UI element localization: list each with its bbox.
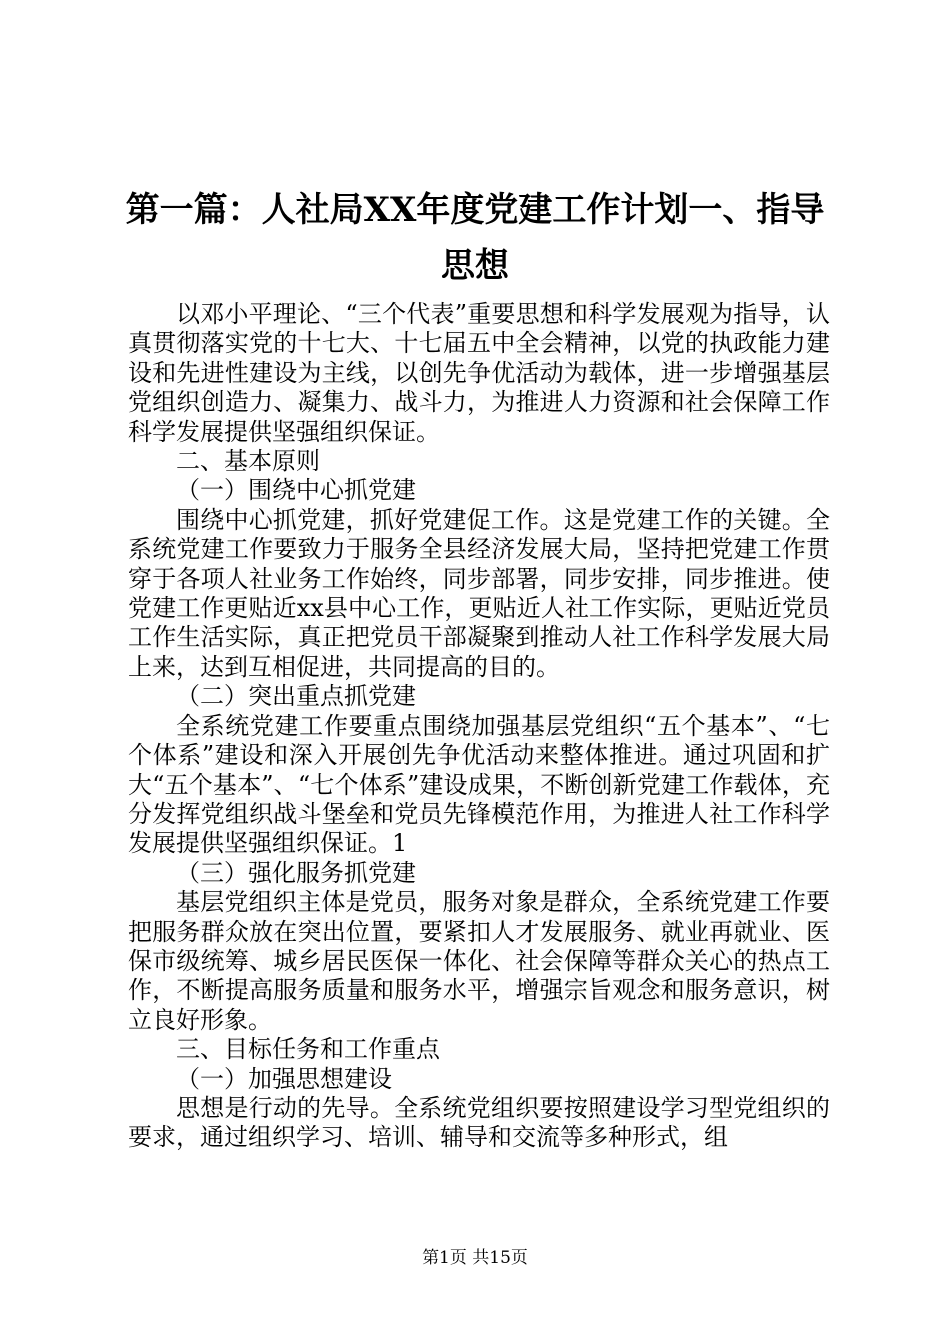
document-title: 第一篇：人社局XX年度党建工作计划一、指导思想 bbox=[125, 190, 825, 286]
paragraph-service-party-building: 基层党组织主体是党员，服务对象是群众，全系统党建工作要把服务群众放在突出位置，要紧扣人才发展服务、就业再就业、医保市级统筹、城乡居民医保一体化、社会保障等群众关心的热点工作，不断提高服务质量和服务水平，增强宗旨观念和服务意识，树立良好形象。 bbox=[128, 888, 830, 1034]
subheading-focus-party-building: （二）突出重点抓党建 bbox=[176, 682, 416, 711]
subheading-ideological-building: （一）加强思想建设 bbox=[176, 1064, 392, 1093]
subheading-center-party-building: （一）围绕中心抓党建 bbox=[176, 476, 416, 505]
page-number-footer: 第1页 共15页 bbox=[422, 1248, 528, 1268]
section-heading-goals-tasks: 三、目标任务和工作重点 bbox=[176, 1035, 440, 1064]
document-body bbox=[128, 300, 830, 1153]
paragraph-center-party-building: 围绕中心抓党建，抓好党建促工作。这是党建工作的关键。全系统党建工作要致力于服务全县经济发展大局，坚持把党建工作贯穿于各项人社业务工作始终，同步部署，同步安排，同步推进。使党建工作更贴近xx县中心工作，更贴近人社工作实际，更贴近党员工作生活实际，真正把党员干部凝聚到推动人社工作科学发展大局上来，达到互相促进，共同提高的目的。 bbox=[128, 505, 830, 681]
section-heading-basic-principles: 二、基本原则 bbox=[176, 447, 320, 476]
subheading-service-party-building: （三）强化服务抓党建 bbox=[176, 858, 416, 887]
paragraph-focus-party-building: 全系统党建工作要重点围绕加强基层党组织“五个基本”、“七个体系”建设和深入开展创先争优活动来整体推进。通过巩固和扩大“五个基本”、“七个体系”建设成果，不断创新党建工作载体，充分发挥党组织战斗堡垒和党员先锋模范作用，为推进人社工作科学发展提供坚强组织保证。1 bbox=[128, 711, 830, 858]
paragraph-guiding-thought: 以邓小平理论、“三个代表”重要思想和科学发展观为指导，认真贯彻落实党的十七大、十七届五中全会精神，以党的执政能力建设和先进性建设为主线，以创先争优活动为载体，进一步增强基层党组织创造力、凝集力、战斗力，为推进人力资源和社会保障工作科学发展提供坚强组织保证。 bbox=[128, 300, 830, 446]
paragraph-ideological-building: 思想是行动的先导。全系统党组织要按照建设学习型党组织的要求，通过组织学习、培训、辅导和交流等多种形式，组 bbox=[128, 1093, 830, 1152]
